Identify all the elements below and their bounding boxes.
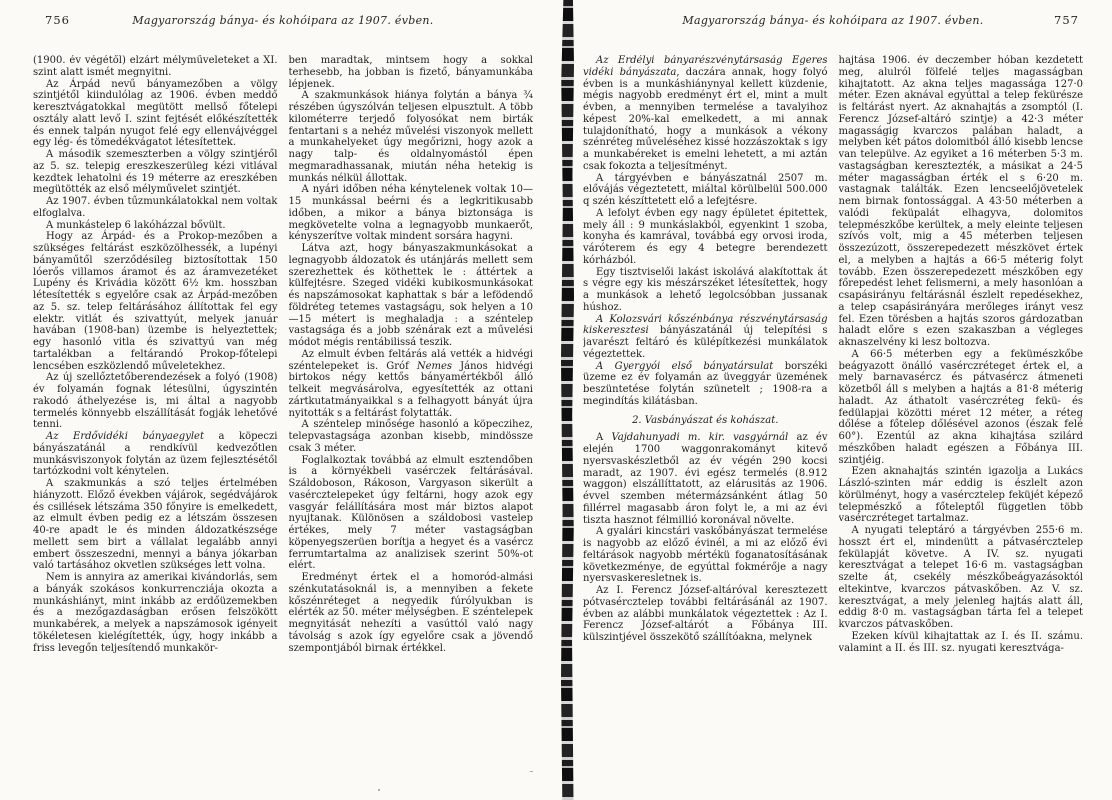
text-segment: A Gyergyói első bányatársulat <box>596 360 774 372</box>
text-segment: A gyalári kincstári vaskőbányászat termelése is nagyobb az előző évinél, a mi az előző évi feltárások nagyobb mértékü foganatosításának következménye, de egyúttal fokmérője a nagy nyersvaskeresletnek is. <box>583 526 828 585</box>
paragraph <box>289 572 534 654</box>
paragraph <box>289 349 534 420</box>
section-heading <box>583 415 828 427</box>
paragraph <box>289 455 534 573</box>
paragraph <box>289 243 534 349</box>
text-column-1 <box>33 55 278 755</box>
paragraph <box>33 372 278 431</box>
paragraph <box>33 149 278 196</box>
text-segment: az év elején 1700 waggonrakományt kitevő nyersvaskészletből az év végén 290 kocsi maradt, az 1907. évi egész termelés (8.912 waggon) elszállíttatott, az elárusitás az 1906. évvel szemben métermázsánként átlag 50 fillérrel magasabb áron folyt le, a mi az évi tiszta hasznot félmillió koronával növelte. <box>583 432 828 526</box>
text-segment: Ezen aknahajtás szintén igazolja a Lukács László-szinten már eddig is észlelt azon körülményt, hogy a vasércztelep feküjét képező telepmészkő a főteleptől független több vasérczréteget tartalmaz. <box>838 466 1083 525</box>
paragraph <box>33 55 278 79</box>
text-segment: A 66·5 méterben egy a fekümészkőbe beágyazott önálló vasérczréteget értek el, a mely barnavasércz és pátvasércz átmeneti közetből áll s melyben a hajtás a 81·8 méterig haladt. Az áthatolt vasérczréteg fekü- és fedülapjai közötti méret 12 méter, a réteg dőlése a főtelep dőlésével azonos (észak felé 60°). Ezentúl az akna kihajtása szilárd mészkőben haladt egészen a Főbánya III. szintjéig. <box>838 348 1083 466</box>
text-segment: Az Árpád nevű bányamezőben a völgy szintjétől kiindulólag az 1906. évben meddő keresztvágatokkal megütött mellső főtelepi osztály alatt levő I. szint fejtését előkészítették és ennek talpán nyugot felé egy ellenvájvéggel egy lég- és tömedékvágatot létesítettek. <box>33 78 278 149</box>
scan-speck <box>378 789 380 791</box>
text-column-1 <box>583 55 828 755</box>
text-segment: Nem is annyira az amerikai kivándorlás, sem a bányák szokásos konkurrencziája okozta a munkáshiányt, mint inkább az erdőüzemekben és a mezőgazdaságban erősen felszökött munkabérek, a melyek a napszámosok igényeit tökéletesen kielégítették, úgy, hogy inkább a friss levegőn teljesítendő munkakör- <box>33 572 278 654</box>
text-segment: A tárgyévben e bányászatnál 2507 m. elővájás végeztetett, miáltal körülbelül 500.000 q szén készíttetett elő a lefejtésre. <box>583 172 828 207</box>
text-segment: Az elmult évben feltárás alá vették a hidvégi széntelepeket is. Gróf <box>288 348 533 372</box>
paragraph <box>583 314 828 361</box>
page-left <box>33 0 533 800</box>
paragraph <box>289 184 534 243</box>
text-segment: Foglalkoztak továbbá az elmult esztendőben is a környékbeli vasérczek feltárásával. Száldoboson, Rákoson, Vargyason sikerült a vasércztelepeket úgy feltárni, hogy azok egy vasgyár felállítására most már biztos alapot nyujtanak. Különösen a száldobosi vastelep értékes, mely 7 méter vastagságban köpenyegszerüen borítja a hegyet és a vasércz ferrumtartalma az analizisek szerint 50%-ot elért. <box>288 454 533 572</box>
text-segment: borszéki üzeme ez év folyamán az üveggyár üzemének beszüntetése folytán szünetelt ; 1908-ra a megindítás kilátásban. <box>583 360 828 407</box>
paragraph <box>839 525 1084 631</box>
text-segment: Vajdahunyadi m. kir. vasgyárnál <box>611 432 789 444</box>
paragraph <box>583 55 828 173</box>
text-columns <box>583 55 1083 755</box>
paragraph <box>583 173 828 208</box>
paragraph <box>583 361 828 408</box>
text-segment: ben maradtak, mintsem hogy a sokkal terhesebb, ha jobban is fizető, bányamunkába lépjenek. <box>288 55 533 90</box>
page-right <box>583 0 1083 800</box>
text-segment: Az Erdélyi bányarészvénytársaság Egeres vidéki bányászata <box>583 55 828 78</box>
text-segment: a köpeczi bányászatánál a rendkívül kedvezőtlen munkásviszonyok folytán az üzem fejlesztésétől tartózkodni volt kénytelen. <box>33 431 278 478</box>
paragraph <box>583 585 828 644</box>
text-segment: Az I. Ferencz József-altáróval keresztezett pótvasércztelep további feltárásánál az 1907. évben az alábbi munkálatok végeztettek : Az I. Ferencz József-altárót a Főbánya III. külszintjével összekötő szállítóakna, melynek <box>583 585 828 643</box>
text-segment: A munkástelep 6 lakóházzal bővült. <box>46 219 226 231</box>
scan-speck <box>530 771 533 772</box>
paragraph <box>289 419 534 454</box>
paragraph <box>839 631 1084 655</box>
text-column-2 <box>839 55 1084 755</box>
text-column-2 <box>289 55 534 755</box>
text-segment: 2. Vasbányászat és kohászat. <box>632 414 779 426</box>
page-header <box>583 14 1083 40</box>
text-segment: Nemes <box>416 360 453 372</box>
text-segment: hajtása 1906. év deczember hóban kezdetett meg, alulról fölfelé teljes magasságban kihajtatott. Az akna teljes magassága 127·0 méter. Ezen aknával egyúttal a telep fekürésze is feltárást nyert. Az aknahajtás a zsomptól (I. Ferencz József-altáró szintje) a 42·3 méter magasságig kvarczos palában haladt, a melyben két pátos dolomitból álló kisebb lencse van települve. Az egyiket a 16 méterben 5·3 m. vastagságban keresztezték, a másikat a 24·5 méter magasságban érték el s 6·20 m. vastagnak találták. Ezen lencseelőjövetelek nem birnak fontossággal. A 43·50 méterben a valódi feküpalát elhagyva, dolomitos telepmészkőbe kerültek, a mely eleinte teljesen szívós volt, mig a 45 méterben teljesen összezúzott, összerepedezett mészkövet értek el, a melyben a hajtás a 66·5 méterig folyt tovább. Ezen összerepedezett mészkőben egy főrepedést lehet felismerni, a mely hasonlóan a csapásirányu feltárásnál észlelt repedésekhez, a telep csapásirányára merőleges irányt vesz fel. Ezen törésben a hajtás szoros gárdozatban haladt előre s ezen szakaszban a végleges aknaszelvény ki lesz boltozva. <box>838 55 1083 348</box>
paragraph <box>33 572 278 654</box>
text-segment: A Kolozsvári kőszénbánya részvénytársaság kiskeresztesi <box>583 313 828 337</box>
text-segment: bányászatánál új telepítési s javarészt feltáró és külépítkezési munkálatok végeztettek. <box>583 325 828 360</box>
paragraph <box>583 432 828 526</box>
running-title: Magyarország bánya- és kohóipara az 1907. évben. <box>682 14 984 27</box>
paragraph <box>289 90 534 184</box>
text-segment: Eredményt értek el a homoród-almási szénkutatásoknál is, a mennyiben a fekete kőszénréteget a negyedik fúrólyukban is elérték az 50. méter mélységben. E széntelepek megnyitását nehezíti a vasúttól való nagy távolság s azok így egyelőre csak a jövendő szempontjából birnak értékkel. <box>288 572 533 654</box>
running-title: Magyarország bánya- és kohóipara az 1907. évben. <box>132 14 434 27</box>
text-segment: A lefolyt évben egy nagy épületet épitettek, mely áll : 9 munkáslakból, egyenkint 1 szoba, konyha és kamrával, továbbá egy orvosi iroda, váróterem és egy 4 betegre berendezett kórházból. <box>583 207 828 266</box>
text-segment: János hidvégi birtokos négy kettős bányamértékből álló telkeit megvásárolva, egyesítették az ottani zártkutatmányaikkal s a felhagyott bányát újra nyitották s a feltárást folytatták. <box>288 360 533 419</box>
paragraph <box>839 466 1084 525</box>
text-segment: Látva azt, hogy bányaszakmunkásokat a legnagyobb áldozatok és utánjárás mellett sem szerezhettek és köthettek le : áttértek a külfejtésre. Szeged vidéki kubikosmunkásokat és napszámosokat kaphattak s bár a lefödendő földréteg tetemes vastagságu, sok helyen a 10—15 métert is meghaladja : a széntelep vastagsága és a jobb szénárak ezt a művelési módot mégis rentábilissá teszik. <box>288 243 533 348</box>
text-segment: Egy tisztviselői lakást iskolává alakítottak át s végre egy kis mészárszéket létesítettek, hogy a munkások a lehető legolcsóbban jussanak húshoz. <box>583 266 828 313</box>
paragraph <box>583 267 828 314</box>
paragraph <box>33 196 278 220</box>
paragraph <box>839 349 1084 467</box>
text-segment: A második szemeszterben a völgy szintjéről az 5. sz. telepig ereszkeszerüleg kézi vitlával kezdtek lehatolni és 19 méterre az ereszkében megütötték az első mélyművelet szintjét. <box>33 149 278 196</box>
text-columns <box>33 55 533 755</box>
scan-binding-edge <box>561 0 574 800</box>
paragraph <box>289 55 534 90</box>
text-segment: A szakmunkások hiánya folytán a bánya ¾ részében úgyszólván teljesen elpusztult. A több kilométerre terjedő folyosókat nem birták fentartani s a nehéz művelési viszonyok mellett a munkahelyeket úgy megőrizni, hogy azok a nagy talp- és oldalnyomástól épen megmaradhassanak, miután néha hetekig is munkás nélkül állottak. <box>288 90 533 184</box>
text-segment: Az új szellőztetőberendezések a folyó (1908) év folyamán fognak létesülni, úgyszintén rakodó áthelyezése is, mi által a nagyobb termelés könnyebb elszállítását fogják lehetővé tenni. <box>33 372 278 431</box>
paragraph <box>33 79 278 150</box>
text-segment: Ezeken kívül kihajtattak az I. és II. számu. valamint a II. és III. sz. nyugati keresztvága- <box>838 630 1083 654</box>
paragraph <box>33 220 278 232</box>
text-segment: A nyugati teleptáró a tárgyévben 255·6 m. hosszt ért el, mindenütt a pátvasércztelep fekülapját követve. A IV. sz. nyugati keresztvágat a telepet 16·6 m. vastagságban szelte át, csekély mészkőbeágyazásoktól eltekintve, kvarczos pátvaskőben. Az V. sz. keresztvágat, a mely jelenleg hajtás alatt áll, eddig 8·0 m. vastagságban tárta fel a telepet kvarczos pátvaskőben. <box>838 525 1083 630</box>
text-segment: A nyári időben néha kénytelenek voltak 10—15 munkással beérni és a legkritikusabb időben, a mikor a bánya biztonsága is megkövetelte volna a legnagyobb munkaerőt, kényszerítve voltak mindent sorsára hagyni. <box>288 184 533 243</box>
text-segment: A széntelep minősége hasonló a köpeczihez, telepvastagsága azonban kisebb, mindössze csak 3 méter. <box>288 419 533 454</box>
text-segment: Az 1907. évben tűzmunkálatokkal nem voltak elfoglalva. <box>33 196 278 219</box>
paragraph <box>583 208 828 267</box>
text-segment: A <box>596 432 612 444</box>
paragraph <box>33 231 278 372</box>
paragraph <box>33 478 278 572</box>
page-number: 756 <box>45 13 70 27</box>
text-segment: (1900. év végétől) elzárt mélyműveleteket a XI. szint alatt ismét megnyitni. <box>33 55 278 78</box>
page-number: 757 <box>1054 13 1079 27</box>
paragraph <box>33 431 278 478</box>
text-segment: Hogy az Árpád- és a Prokop-mezőben a szükséges feltárást eszközölhessék, a lupényi bányaműtől szerződésileg biztosítottak 150 lóerős villamos áramot és az áramvezetéket Lupény és Krivádia között 6½ km. hosszban létesítették s egyelőre csak az Árpád-mezőben az 5. sz. telep feltárásához állítottak fel egy elektr. vitlát és szivattyút, melyek január havában (1908-ban) üzembe is helyeztettek; egy hasonló vitla és szivattyú van még tartalékban a feltárandó Prokop-főtelepi lencsében eszközlendő műveletekhez. <box>33 231 278 372</box>
text-segment: , daczára annak, hogy folyó évben is a munkáshiánynyal kellett küzdenie, mégis nagyobb eredményt ért el, mint a mult évben, a mennyiben termelése a tavalyihoz képest 20%-kal emelkedett, a mi annak tulajdonítható, hogy a munkások a vékony szénréteg műveléséhez kissé hozzászoktak s igy a munkabéreket is emelni lehetett, a mi aztán csak fokozta a teljesítményt. <box>583 66 828 172</box>
text-segment: A szakmunkás a szó teljes értelmében hiányzott. Előző években vájárok, segédvájárok és csillések létszáma 350 főnyire is emelkedett, az elmult évben pedig ez a létszám összesen 40-re apadt le és minden áldozatkészsége mellett sem birt a vállalat legalább annyi embert összeszedni, mennyi a bánya jókarban való tartásához okvetlen szükséges lett volna. <box>33 478 278 572</box>
text-segment: Az Erdővidéki bányaegylet <box>46 431 204 442</box>
paragraph <box>839 55 1084 349</box>
page-header <box>33 14 533 40</box>
paragraph <box>583 526 828 585</box>
